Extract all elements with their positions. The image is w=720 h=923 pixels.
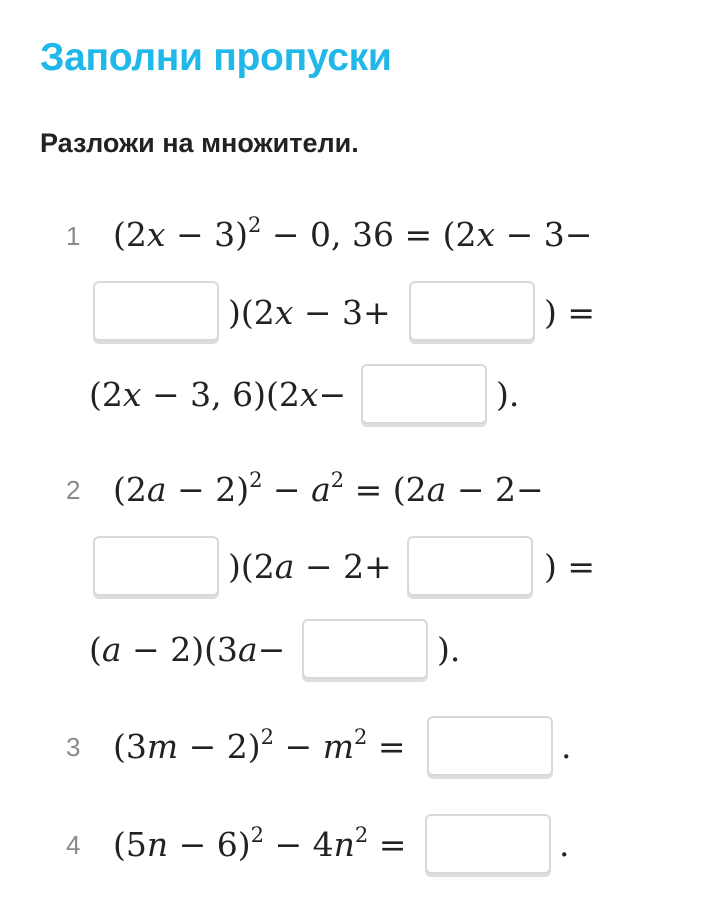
- problem-4-blank-1[interactable]: [425, 814, 551, 874]
- problem-4-expression: $(5n - 6)^2 - 4n^2$ =: [113, 823, 407, 864]
- task-instruction: Разложи на множители.: [40, 128, 359, 158]
- problem-4-end: .: [559, 825, 570, 864]
- problem-3-blank-1[interactable]: [427, 716, 553, 776]
- problem-number-3: 3: [66, 732, 81, 762]
- problem-1-blank-3[interactable]: [361, 364, 487, 424]
- problem-1-line-2-end: ) =: [544, 293, 596, 332]
- problem-number-4: 4: [66, 830, 81, 860]
- problem-2-blank-2[interactable]: [407, 536, 533, 596]
- problem-number-1: 1: [66, 221, 81, 251]
- problem-2-line-3: (a − 2)(3a−: [89, 630, 286, 669]
- problem-3-expression: $(3m - 2)^2 - m^2$ =: [113, 725, 406, 766]
- problem-2-line-3-end: ).: [437, 630, 461, 669]
- page-title: Заполни пропуски: [40, 36, 392, 79]
- problem-number-2: 2: [66, 475, 81, 505]
- problem-2-blank-1[interactable]: [93, 536, 219, 596]
- problem-2-line-2: )(2a − 2+: [228, 547, 392, 586]
- problem-1-blank-2[interactable]: [409, 281, 535, 341]
- problem-2-line-1: $(2a - 2)^2 - a^2 = (2a - 2-$: [113, 468, 544, 509]
- problem-1-line-2: )(2x − 3+: [228, 293, 391, 332]
- problem-2-line-2-end: ) =: [544, 547, 596, 586]
- problem-1-blank-1[interactable]: [93, 281, 219, 341]
- problem-1-line-1: $(2x - 3)^2 - 0$, 36 = (2x − 3−: [113, 213, 593, 254]
- problem-1-line-3-end: ).: [496, 375, 520, 414]
- problem-2-blank-3[interactable]: [302, 619, 428, 679]
- problem-1-line-3: (2x − 3, 6)(2x−: [89, 375, 347, 414]
- problem-3-end: .: [561, 727, 572, 766]
